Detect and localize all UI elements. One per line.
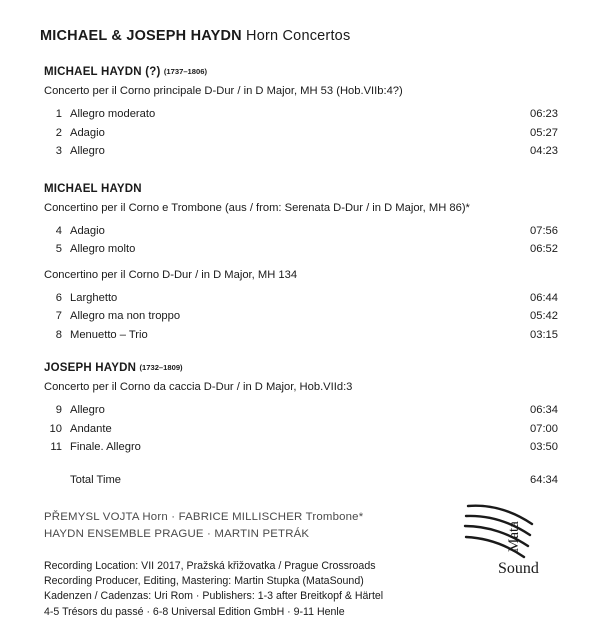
track-duration: 06:34 [530,404,558,416]
title-composers: MICHAEL & JOSEPH HAYDN [40,28,242,44]
track-row [40,105,566,124]
track-row [40,124,566,143]
track-title: Allegro moderato [70,108,156,120]
work-title: Concertino per il Corno e Trombone (aus / from: Serenata D-Dur / in D Major, MH 86)* [44,201,470,214]
page-title [40,28,566,44]
mata-sound-logo [462,494,570,578]
track-number: 1 [55,108,62,120]
track-title: Menuetto – Trio [70,328,148,341]
composer-dates: (1732–1809) [139,363,183,372]
track-row [40,222,566,241]
track-title: Adagio [70,126,105,139]
track-row [40,289,566,308]
track-number: 2 [55,126,62,139]
track-title: Finale. Allegro [70,441,141,453]
composer-heading [44,362,566,374]
spacer [40,259,566,269]
title-works: Horn Concertos [246,28,351,44]
track-title: Allegro [70,145,105,157]
track-row [40,401,566,420]
section-michael-haydn-2 [40,183,566,345]
track-duration: 03:15 [530,328,558,341]
track-title: Allegro [70,404,105,416]
total-time-row [40,471,566,490]
credit-line: Recording Location: VII 2017, Pražská křižovatka / Prague Crossroads [44,560,376,572]
total-time-value: 64:34 [530,473,558,486]
track-number: 11 [50,441,62,453]
track-duration: 06:44 [530,291,558,304]
track-number: 10 [49,422,62,435]
track-title: Adagio [70,224,105,237]
credit-line: Kadenzen / Cadenzas: Uri Rom · Publishers: 1-3 after Breitkopf & Härtel [44,590,384,603]
track-title: Andante [70,422,112,435]
track-duration: 07:56 [530,224,558,237]
track-number: 9 [55,404,62,416]
track-number: 8 [55,328,62,341]
track-number: 3 [55,145,62,157]
track-duration: 05:42 [530,310,558,322]
track-duration: 07:00 [530,422,558,435]
track-number: 7 [55,310,62,322]
composer-heading [44,66,566,78]
work-title: Concerto per il Corno da caccia D-Dur / in D Major, Hob.VIId:3 [44,381,353,393]
track-duration: 05:27 [530,126,558,139]
performer-line: PŘEMYSL VOJTA Horn · FABRICE MILLISCHER Trombone* [44,511,364,523]
composer-name: MICHAEL HAYDN (?) [44,66,161,78]
track-title: Allegro ma non troppo [70,310,181,322]
track-duration: 03:50 [530,441,558,453]
track-row [40,438,566,457]
track-row [40,420,566,439]
track-duration: 06:52 [530,243,558,255]
section-joseph-haydn [40,362,566,457]
track-list [40,105,566,161]
track-number: 6 [55,291,62,304]
logo-text-top: Mata [506,521,522,552]
work-title: Concertino per il Corno D-Dur / in D Major, MH 134 [44,268,298,281]
composer-heading [44,183,566,195]
composer-dates: (1737–1806) [163,67,207,76]
section-michael-haydn-1 [40,66,566,161]
track-row [40,307,566,326]
track-row [40,240,566,259]
composer-name: JOSEPH HAYDN [44,362,137,374]
track-duration: 04:23 [530,145,558,157]
track-title: Larghetto [70,291,118,304]
track-duration: 06:23 [530,108,558,120]
track-list [40,222,566,259]
logo-text-bottom: Sound [498,560,539,577]
track-title: Allegro molto [70,243,136,255]
performer-line: HAYDN ENSEMBLE PRAGUE · MARTIN PETRÁK [44,528,310,540]
credit-line: 4-5 Trésors du passé · 6-8 Universal Edition GmbH · 9-11 Henle [44,605,345,618]
track-number: 5 [55,243,62,255]
track-list [40,401,566,457]
track-row [40,326,566,345]
composer-name: MICHAEL HAYDN [44,182,142,195]
spacer [40,163,566,183]
credit-line: Recording Producer, Editing, Mastering: Martin Stupka (MataSound) [44,575,364,588]
track-number: 4 [55,224,62,237]
work-title: Concerto per il Corno principale D-Dur / in D Major, MH 53 (Hob.VIIb:4?) [44,85,403,97]
total-time-label: Total Time [70,473,121,486]
track-list [40,289,566,345]
track-row [40,142,566,161]
spacer [40,346,566,362]
